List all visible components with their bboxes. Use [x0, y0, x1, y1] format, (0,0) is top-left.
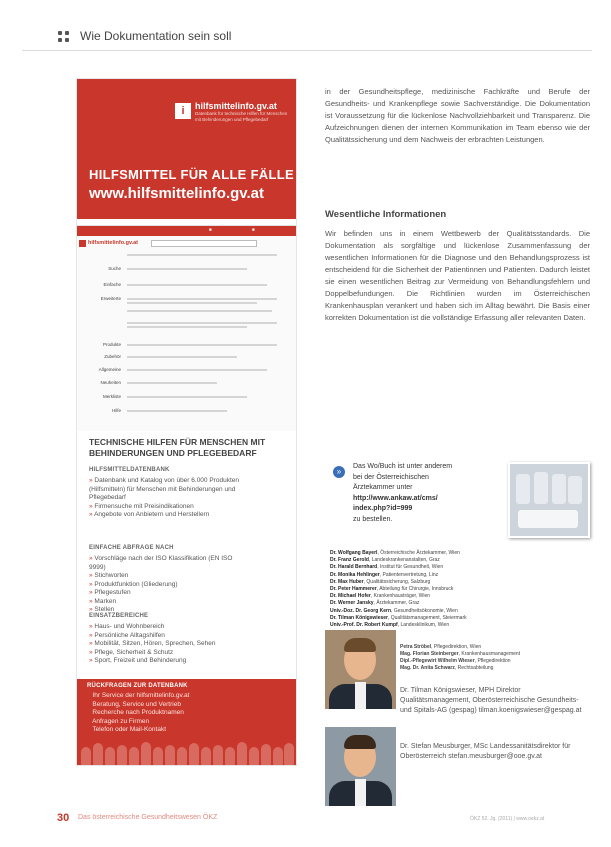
- screenshot-content-line: [127, 369, 267, 371]
- screenshot-logo-icon: [79, 240, 86, 247]
- author-row: Univ.-Prof. Dr. Robert Kumpf, Landesklinikum, Wien: [330, 622, 450, 629]
- info-link[interactable]: index.php?id=999: [353, 505, 413, 512]
- list-item: » Pflege, Sicherheit & Schutz: [89, 649, 249, 658]
- author-portrait: [325, 630, 396, 709]
- ad-subheading: HILFSMITTELDATENBANK: [89, 467, 170, 473]
- author-list-small: [400, 644, 590, 672]
- info-logo-icon: i: [175, 103, 191, 119]
- author-row: Dr. Monika Hehlinger, Patientenvertretung, Linz: [330, 571, 439, 578]
- author-caption: Dr. Stefan Meusburger, MSc Landessanitätsdirektor für Oberösterreich stefan.meusburger@ooe.gv.at: [400, 743, 571, 760]
- list-item: » Vorschläge nach der ISO Klassifikation (EN ISO 9999): [89, 555, 239, 572]
- list-item: » Anfragen zu Firmen: [87, 718, 287, 727]
- list-item: » Marken: [89, 598, 239, 607]
- list-item: » Beratung, Service und Vertrieb: [87, 701, 287, 710]
- info-line: bei der Österreichischen: [353, 473, 429, 481]
- author-row: Dr. Michael Hofer, Krankenhausträger, Wien: [330, 593, 431, 600]
- list-item: » Datenbank und Katalog von über 6.000 Produkten (Hilfsmitteln) für Menschen mit Behinderungen und Pflegebedarf: [89, 477, 239, 503]
- screenshot-logo-text: hilfsmittelinfo.gv.at: [88, 240, 139, 246]
- info-line: Das Wo/Buch ist unter anderem: [353, 463, 453, 470]
- author-row: Dr. Max Huber, Qualitätssicherung, Salzburg: [330, 578, 431, 585]
- screenshot-nav-item: Einfache: [103, 282, 121, 287]
- body-paragraph: in der Gesundheitspflege, medizinische Fachkräfte und Berufe der Gesundheits- und Krankenpflege sowie Sachverständige. Die Dokumentation ist Voraussetzung für die lückenlose Nachvollziehbarkeit und Transparenz. Die Aufzeichnungen dienen der internen Kommunikation im Team ebenso wie der Qualitätssicherung und dem Nachweis der erbrachten Leistungen.: [325, 87, 590, 144]
- list-item: » Mobilität, Sitzen, Hören, Sprechen, Sehen: [89, 640, 249, 649]
- screenshot-nav-item: Allgemeine: [98, 367, 121, 372]
- screenshot-content-line: [127, 396, 247, 398]
- subheading: Wesentliche Informationen: [325, 209, 447, 220]
- list-item: » Recherche nach Produktnamen: [87, 709, 287, 718]
- website-screenshot: [77, 225, 296, 431]
- screenshot-content-line: [127, 302, 257, 304]
- ad-footer-band: [77, 679, 296, 765]
- hospital-photo: [508, 462, 590, 538]
- list-item: » Telefon oder Mail-Kontakt: [87, 726, 287, 735]
- ad-subheading: EINFACHE ABFRAGE NACH: [89, 545, 174, 551]
- screenshot-content-line: [127, 410, 227, 412]
- author-row: Dr. Franz Gerold, Landeskrankenanstalten, Graz: [330, 557, 440, 564]
- ad-subheading: RÜCKFRAGEN ZUR DATENBANK: [87, 683, 188, 689]
- info-line: Ärztekammer unter: [353, 484, 413, 491]
- screenshot-content-line: [127, 254, 277, 256]
- list-item: » Persönliche Alltagshilfen: [89, 632, 249, 641]
- screenshot-content-line: [127, 382, 217, 384]
- footer-text: Das österreichische Gesundheitswesen ÖKZ: [78, 814, 218, 821]
- list-item: » Sport, Freizeit und Behinderung: [89, 657, 249, 666]
- info-box: [333, 462, 588, 542]
- ad-subheading: EINSATZBEREICHE: [89, 613, 149, 619]
- screenshot-search-input: [151, 240, 257, 247]
- author-row: Dr. Peter Hammerer, Abteilung für Chirurgie, Innsbruck: [330, 586, 454, 593]
- screenshot-top-link: ■: [209, 227, 212, 232]
- screenshot-content-line: [127, 344, 277, 346]
- list-item: » Stichworten: [89, 572, 239, 581]
- author-caption: Dr. Tilman Königswieser, MPH Direktor Qualitätsmanagement, Oberösterreichische Gesundheits- und Spitals-AG (gespag) tilman.koenigswieser@gespag.at: [400, 687, 582, 714]
- list-item: » Pflegestufen: [89, 589, 239, 598]
- list-item: » Produktfunktion (Gliederung): [89, 581, 239, 590]
- screenshot-content-line: [127, 268, 247, 270]
- screenshot-nav-item: Zubehör: [104, 354, 121, 359]
- screenshot-content-line: [127, 356, 237, 358]
- screenshot-content-line: [127, 322, 277, 324]
- info-text: [353, 462, 503, 525]
- screenshot-nav-item: Erweiterte: [100, 296, 121, 301]
- section-title: Wie Dokumentation sein soll: [80, 29, 232, 43]
- screenshot-content-line: [127, 298, 277, 300]
- author-row: Dr. Tilman Königswieser, Qualitätsmanagement, Steiermark: [330, 614, 467, 621]
- list-item: » Firmensuche mit Preisindikationen: [89, 503, 239, 512]
- author-portrait: [325, 727, 396, 806]
- list-item: » Angebote von Anbietern und Herstellern: [89, 511, 239, 520]
- header-divider: [22, 50, 592, 51]
- author-row: Dr. Werner Jansky, Ärztekammer, Graz: [330, 600, 420, 607]
- info-link[interactable]: http://www.ankaw.at/cms/: [353, 494, 438, 502]
- screenshot-nav-item: Produkte: [102, 342, 121, 347]
- author-row: Univ.-Doz. Dr. Georg Kern, Gesundheitsökonomie, Wien: [330, 607, 458, 614]
- ad-url[interactable]: www.hilfsmittelinfo.gv.at: [89, 185, 265, 202]
- author-row: Mag. Dr. Anita Schwarz, Rechtsabteilung: [400, 665, 494, 671]
- screenshot-nav-item: Hilfe: [111, 408, 121, 413]
- screenshot-nav-item: Merkliste: [102, 394, 121, 399]
- screenshot-content-line: [127, 310, 272, 312]
- ad-section-title: TECHNISCHE HILFEN FÜR MENSCHEN MIT BEHINDERUNGEN UND PFLEGEBEDARF: [89, 437, 266, 458]
- screenshot-top-link: ■: [252, 227, 255, 232]
- screenshot-content-line: [127, 326, 247, 328]
- info-line: zu bestellen.: [353, 515, 393, 523]
- section-dots-icon: [58, 31, 70, 43]
- ad-logo-subtitle: Datenbank für technische Hilfen für Menschen mit Behinderungen und Pflegebedarf: [195, 111, 288, 122]
- body-paragraph: Wir befinden uns in einem Wettbewerb der Qualitätsstandards. Die Dokumentation als sorgfältige und lückenlose Zusammenfassung der wesentlichen Informationen für die Diagnose und den Behandlungsprozess ist entscheidend für die Sicherheit der Patientinnen und Patienten. Dadurch leistet sie einen wesentlichen Beitrag zur Vermeidung von Behandlungsfehlern und Doppelbefundungen. Die Richtlinien wurden im Österreichischen Krankenhausplan verankert und haben sich im Alltag bewährt. Die Basis einer korrekten Dokumentation ist die vollständige Erfassung aller relevanten Daten.: [325, 229, 590, 322]
- arrow-icon: »: [333, 466, 345, 478]
- list-item: » Haus- und Wohnbereich: [89, 623, 249, 632]
- author-list: [330, 550, 590, 629]
- author-row: Mag. Florian Steinberger, Krankenhausmanagement: [400, 651, 521, 657]
- author-row: Dr. Wolfgang Bayerl, Österreichische Ärztekammer, Wien: [330, 550, 460, 556]
- screenshot-content-line: [127, 284, 267, 286]
- list-item: » Ihr Service der hilfsmittelinfo.gv.at: [87, 692, 287, 701]
- ad-list: [89, 623, 249, 666]
- list-item: » Stellen: [89, 606, 239, 615]
- author-row: Dipl.-Pflegewirt Wilhelm Wieser, Pflegedirektion: [400, 658, 511, 664]
- ad-list: [89, 477, 239, 520]
- ad-banner: [77, 79, 296, 219]
- author-row: Dr. Harald Bernhard, Institut für Gesundheit, Wien: [330, 564, 444, 571]
- ad-logo-text: hilfsmittelinfo.gv.at: [195, 101, 277, 111]
- ad-list: [89, 555, 239, 615]
- screenshot-nav-item: Suche: [108, 266, 121, 271]
- footer-right: ÖKZ 52. Jg. (2011) | www.oekz.at: [470, 816, 545, 822]
- screenshot-nav-item: Neuheiten: [100, 380, 121, 385]
- author-row: Petra Ströbel, Pflegedirektion, Wien: [400, 644, 482, 650]
- screenshot-topbar: [77, 226, 296, 236]
- ad-headline: HILFSMITTEL FÜR ALLE FÄLLE: [89, 167, 294, 182]
- page-number: 30: [57, 812, 70, 824]
- advertisement: [76, 78, 297, 766]
- ad-list: [87, 692, 287, 735]
